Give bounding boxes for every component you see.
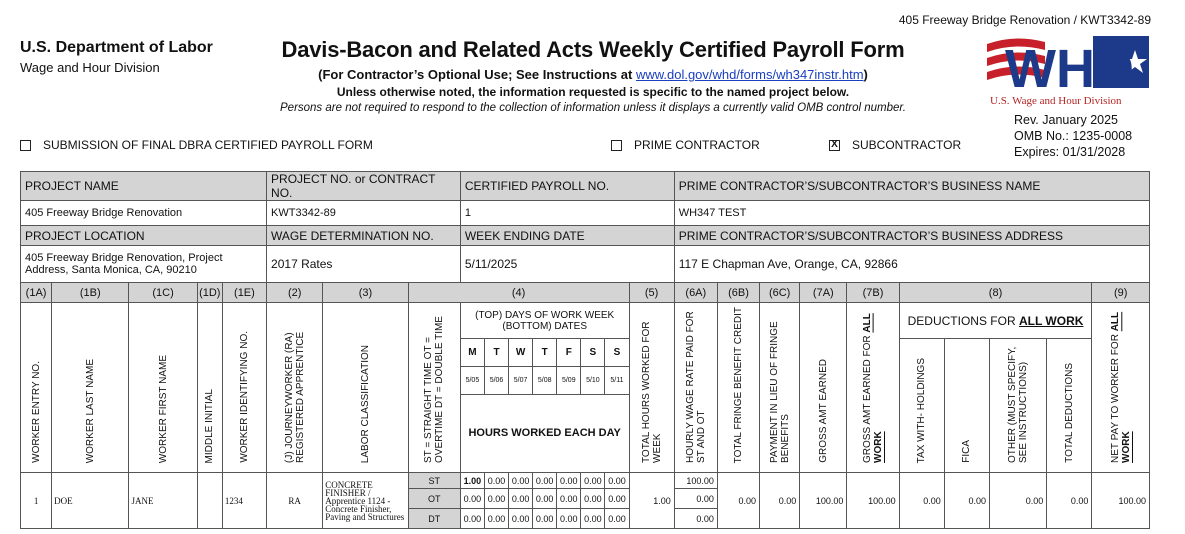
col-num-4: (4) (408, 283, 629, 303)
revision-block (1014, 112, 1132, 160)
worker-middle-initial[interactable] (197, 473, 222, 529)
document-reference: 405 Freeway Bridge Renovation / KWT3342-89 (898, 13, 1151, 27)
prime-contractor-checkbox-row[interactable] (611, 138, 760, 152)
deductions-emphasis: ALL WORK (1018, 313, 1084, 328)
ot-hours-sun[interactable]: 0.00 (605, 489, 629, 509)
col-header-gross: GROSS AMT EARNED (800, 303, 847, 473)
col-header-total-deductions: TOTAL DEDUCTIONS (1047, 339, 1092, 473)
department-name: U.S. Department of Labor (20, 39, 213, 56)
whd-logo-icon (985, 30, 1155, 94)
col-num-7a: (7A) (800, 283, 847, 303)
division-name: Wage and Hour Division (20, 60, 160, 75)
logo-text: WHD (1005, 39, 1134, 94)
col-num-3: (3) (323, 283, 408, 303)
final-submission-checkbox-row[interactable] (20, 138, 373, 152)
worker-first-name[interactable]: JANE (129, 473, 197, 529)
col-num-5: (5) (629, 283, 674, 303)
business-name-label: PRIME CONTRACTOR’S/SUBCONTRACTOR’S BUSINESS NAME (674, 172, 1149, 201)
total-hours[interactable]: 1.00 (629, 473, 674, 529)
instructions-link[interactable]: www.dol.gov/whd/forms/wh347instr.htm (635, 67, 864, 82)
st-hours-tue[interactable]: 0.00 (484, 473, 508, 489)
col-num-9: (9) (1092, 283, 1150, 303)
logo-subtitle: U.S. Wage and Hour Division (990, 95, 1122, 107)
other-deductions[interactable]: 0.00 (990, 473, 1047, 529)
day-monday: M (460, 339, 484, 367)
col-header-first-name: WORKER FIRST NAME (129, 303, 197, 473)
week-ending-value[interactable]: 5/11/2025 (460, 246, 674, 283)
date-4: 5/08 (533, 366, 557, 394)
subcontractor-checkbox[interactable]: X (829, 140, 840, 151)
col-num-6b: (6B) (717, 283, 759, 303)
col-header-worker-type: (J) JOURNEYWORKER (RA) REGISTERED APPRENTICE (267, 303, 323, 473)
hours-worked-title: HOURS WORKED EACH DAY (460, 394, 629, 472)
col-num-1b: (1B) (52, 283, 129, 303)
form-subtitle (228, 67, 958, 82)
project-name-value[interactable]: 405 Freeway Bridge Renovation (21, 201, 267, 226)
business-address-label: PRIME CONTRACTOR’S/SUBCONTRACTOR’S BUSINESS ADDRESS (674, 226, 1149, 246)
col-num-1e: (1E) (222, 283, 266, 303)
date-5: 5/09 (557, 366, 581, 394)
gross-earned-all[interactable]: 100.00 (847, 473, 899, 529)
date-6: 5/10 (581, 366, 605, 394)
revision-date: Rev. January 2025 (1014, 113, 1118, 127)
department-block (20, 39, 213, 75)
col-header-middle-initial: MIDDLE INITIAL (197, 303, 222, 473)
col-header-classification: LABOR CLASSIFICATION (323, 303, 408, 473)
title-block (228, 37, 958, 114)
total-deductions[interactable]: 0.00 (1047, 473, 1092, 529)
tax-withholdings[interactable]: 0.00 (899, 473, 944, 529)
day-tuesday: T (484, 339, 508, 367)
days-title: (TOP) DAYS OF WORK WEEK (BOTTOM) DATES (460, 303, 629, 339)
net-pay-emphasis: ALL WORK (1109, 311, 1132, 463)
st-hours-sat[interactable]: 0.00 (581, 473, 605, 489)
omb-notice: Persons are not required to respond to the collection of information unless it displays a currently valid OMB control number. (280, 102, 906, 114)
dt-hours-sat[interactable]: 0.00 (581, 509, 605, 529)
day-thursday: T (533, 339, 557, 367)
dt-hours-fri[interactable]: 0.00 (557, 509, 581, 529)
omb-number: OMB No.: 1235-0008 (1014, 129, 1133, 143)
payroll-table (20, 171, 1150, 529)
dt-hours-sun[interactable]: 0.00 (605, 509, 629, 529)
gross-all-prefix: GROSS AMT EARNED FOR (862, 332, 874, 463)
st-hours-mon[interactable]: 1.00 (460, 473, 484, 489)
col-header-worker-id: WORKER IDENTIFYING NO. (222, 303, 266, 473)
net-pay-prefix: NET PAY TO WORKER FOR (1109, 331, 1121, 463)
col-num-1a: (1A) (21, 283, 52, 303)
fringe-payment[interactable]: 0.00 (760, 473, 800, 529)
day-wednesday: W (509, 339, 533, 367)
dt-hours-tue[interactable]: 0.00 (484, 509, 508, 529)
col-num-6c: (6C) (760, 283, 800, 303)
col-header-fica: FICA (944, 339, 989, 473)
project-location-value[interactable]: 405 Freeway Bridge Renovation, Project Address, Santa Monica, CA, 90210 (21, 246, 267, 283)
payroll-no-label: CERTIFIED PAYROLL NO. (460, 172, 674, 201)
col-num-2: (2) (267, 283, 323, 303)
date-2: 5/06 (484, 366, 508, 394)
fringe-credit[interactable]: 0.00 (717, 473, 759, 529)
fica[interactable]: 0.00 (944, 473, 989, 529)
date-7: 5/11 (605, 366, 629, 394)
payroll-no-value[interactable]: 1 (460, 201, 674, 226)
subcontractor-label: SUBCONTRACTOR (852, 138, 962, 152)
worker-type[interactable]: RA (267, 473, 323, 529)
week-ending-label: WEEK ENDING DATE (460, 226, 674, 246)
project-no-value[interactable]: KWT3342-89 (267, 201, 461, 226)
expiration-date: Expires: 01/31/2028 (1014, 145, 1126, 159)
date-3: 5/07 (509, 366, 533, 394)
net-pay[interactable]: 100.00 (1092, 473, 1150, 529)
day-friday: F (557, 339, 581, 367)
col-num-1c: (1C) (129, 283, 197, 303)
wage-determination-label: WAGE DETERMINATION NO. (267, 226, 461, 246)
date-1: 5/05 (460, 366, 484, 394)
dt-hours-thu[interactable]: 0.00 (533, 509, 557, 529)
dt-hours-wed[interactable]: 0.00 (509, 509, 533, 529)
project-notice: Unless otherwise noted, the information requested is specific to the named project below. (336, 85, 850, 99)
st-hours-thu[interactable]: 0.00 (533, 473, 557, 489)
st-rate[interactable]: 100.00 (674, 473, 717, 489)
worker-entry-no[interactable]: 1 (21, 473, 52, 529)
gross-earned[interactable]: 100.00 (800, 473, 847, 529)
col-num-8: (8) (899, 283, 1092, 303)
time-code-dt: DT (408, 509, 460, 529)
deductions-prefix: DEDUCTIONS FOR (907, 313, 1019, 328)
form-title: Davis-Bacon and Related Acts Weekly Certified Payroll Form (281, 37, 905, 62)
dt-rate[interactable]: 0.00 (674, 509, 717, 529)
st-hours-sun[interactable]: 0.00 (605, 473, 629, 489)
ot-hours-wed[interactable]: 0.00 (509, 489, 533, 509)
col-header-fringe-payment: PAYMENT IN LIEU OF FRINGE BENEFITS (760, 303, 800, 473)
gross-all-emphasis: ALL WORK (862, 313, 885, 463)
project-name-label: PROJECT NAME (21, 172, 267, 201)
day-sunday: S (605, 339, 629, 367)
wage-determination-value[interactable]: 2017 Rates (267, 246, 461, 283)
col-header-total-hours: TOTAL HOURS WORKED FOR WEEK (629, 303, 674, 473)
col-num-1d: (1D) (197, 283, 222, 303)
business-name-value[interactable]: WH347 TEST (674, 201, 1149, 226)
dt-hours-mon[interactable]: 0.00 (460, 509, 484, 529)
prime-contractor-checkbox[interactable] (611, 140, 622, 151)
ot-hours-fri[interactable]: 0.00 (557, 489, 581, 509)
col-num-7b: (7B) (847, 283, 899, 303)
col-header-other: OTHER (MUST SPECIFY, SEE INSTRUCTIONS) (990, 339, 1047, 473)
subtitle-prefix: (For Contractor’s Optional Use; See Instructions at (318, 67, 636, 82)
col-header-tax: TAX WITH- HOLDINGS (899, 339, 944, 473)
col-header-net-pay (1092, 303, 1150, 473)
final-submission-label: SUBMISSION OF FINAL DBRA CERTIFIED PAYROLL FORM (43, 138, 373, 152)
col-header-last-name: WORKER LAST NAME (52, 303, 129, 473)
col-num-6a: (6A) (674, 283, 717, 303)
col-header-fringe-credit: TOTAL FRINGE BENEFIT CREDIT (717, 303, 759, 473)
st-hours-wed[interactable]: 0.00 (509, 473, 533, 489)
worker-classification[interactable]: CONCRETE FINISHER / Apprentice 1124 - Concrete Finisher, Paving and Structures (323, 473, 408, 529)
project-no-label: PROJECT NO. or CONTRACT NO. (267, 172, 461, 201)
final-submission-checkbox[interactable] (20, 140, 31, 151)
day-saturday: S (581, 339, 605, 367)
worker-last-name[interactable]: DOE (52, 473, 129, 529)
col-header-hourly-rate: HOURLY WAGE RATE PAID FOR ST AND OT (674, 303, 717, 473)
deductions-title (899, 303, 1092, 339)
ot-hours-sat[interactable]: 0.00 (581, 489, 605, 509)
col-header-time-type: ST = STRAIGHT TIME OT = OVERTIME DT = DOUBLE TIME (408, 303, 460, 473)
prime-contractor-label: PRIME CONTRACTOR (634, 138, 760, 152)
subtitle-suffix: ) (863, 67, 868, 82)
ot-hours-tue[interactable]: 0.00 (484, 489, 508, 509)
col-header-gross-all (847, 303, 899, 473)
subcontractor-checkbox-row[interactable] (829, 138, 961, 152)
time-code-ot: OT (408, 489, 460, 509)
business-address-value[interactable]: 117 E Chapman Ave, Orange, CA, 92866 (674, 246, 1149, 283)
ot-hours-thu[interactable]: 0.00 (533, 489, 557, 509)
st-hours-fri[interactable]: 0.00 (557, 473, 581, 489)
time-code-st: ST (408, 473, 460, 489)
col-header-entry-no: WORKER ENTRY NO. (21, 303, 52, 473)
ot-hours-mon[interactable]: 0.00 (460, 489, 484, 509)
ot-rate[interactable]: 0.00 (674, 489, 717, 509)
worker-id[interactable]: 1234 (222, 473, 266, 529)
project-location-label: PROJECT LOCATION (21, 226, 267, 246)
